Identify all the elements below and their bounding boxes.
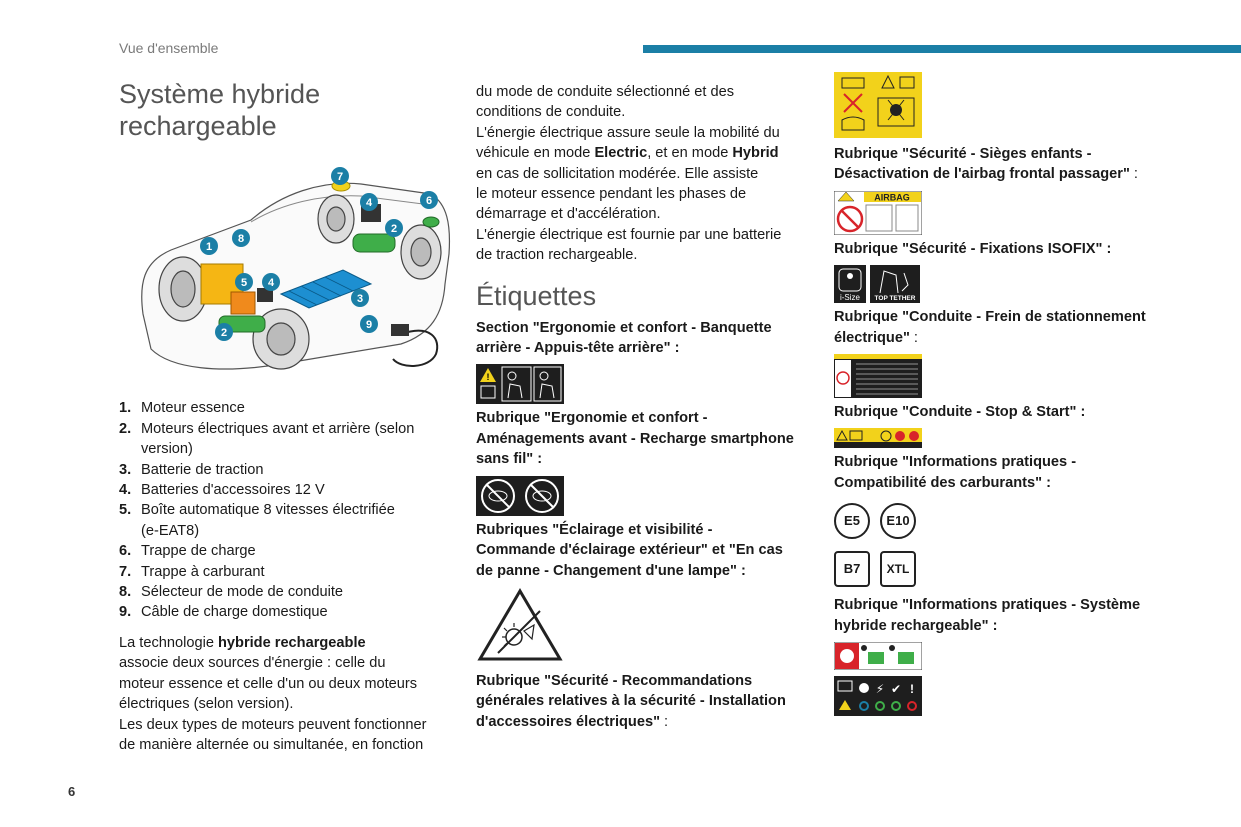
parts-list <box>119 398 449 622</box>
parts-list-item: 1. Moteur essence <box>119 400 245 417</box>
column-left <box>119 78 449 755</box>
svg-text:✔: ✔ <box>890 682 902 697</box>
parts-list-item: 9. Câble de charge domestique <box>119 604 328 621</box>
label-heading-headrest: Section "Ergonomie et confort - Banquette arrière - Appuis-tête arrière" : <box>476 319 772 357</box>
top-tether-label-icon <box>870 265 920 303</box>
svg-text:9: 9 <box>365 319 373 331</box>
parts-list-item: (e-EAT8) <box>141 522 200 539</box>
parts-list-item: 6. Trappe de charge <box>119 543 256 560</box>
energy-paragraph: du mode de conduite sélectionné et des conditions de conduite. L'énergie électrique assure seule la mobilité du véhicule en mode Electric, et en mode Hybrid en cas de sollicitation modérée. Elle assiste le moteur essence pendant les phases de démarrage et d'accélération. L'énergie électrique est fournie par une batterie de traction rechargeable. <box>476 84 782 264</box>
svg-text:2: 2 <box>220 327 228 339</box>
label-heading-isofix: Rubrique "Sécurité - Fixations ISOFIX" : <box>834 240 1112 257</box>
label-heading-wireless-charging: Rubrique "Ergonomie et confort - Aménagements avant - Recharge smartphone sans fil" : <box>476 410 794 468</box>
svg-text:8: 8 <box>237 233 245 245</box>
isize-label-icon <box>834 265 866 303</box>
lamp-warning-label-icon <box>476 587 564 667</box>
label-heading-fuel-compatibility: Rubrique "Informations pratiques - Compatibilité des carburants" : <box>834 454 1077 491</box>
svg-text:5: 5 <box>240 277 248 289</box>
fuel-b7-badge: B7 <box>834 551 870 587</box>
header-accent-bar <box>643 45 1241 53</box>
label-heading-airbag-deactivation: Rubrique "Sécurité - Sièges enfants - Désactivation de l'airbag frontal passager" : <box>834 146 1138 183</box>
hybrid-safety-label-icon <box>834 642 922 670</box>
parking-brake-label-icon <box>834 354 922 398</box>
page-number: 6 <box>68 784 76 799</box>
svg-text:4: 4 <box>267 277 275 289</box>
airbag-label-icon <box>834 191 922 235</box>
header-section-label: Vue d'ensemble <box>119 40 219 56</box>
column-right <box>834 72 1174 720</box>
labels-subtitle: Étiquettes <box>476 280 597 311</box>
column-middle <box>476 82 816 732</box>
isize-label-text: i-Size <box>839 293 861 303</box>
label-heading-lighting: Rubriques "Éclairage et visibilité - Commande d'éclairage extérieur" et "En cas de panne - Changement d'une lampe" : <box>476 521 783 579</box>
svg-text:7: 7 <box>336 171 344 183</box>
svg-text:3: 3 <box>356 293 364 305</box>
parts-list-item: 4. Batteries d'accessoires 12 V <box>119 482 325 499</box>
label-heading-electrical-accessories: Rubrique "Sécurité - Recommandations générales relatives à la sécurité - Installation d'accessoires électriques" : <box>476 672 786 730</box>
label-heading-stop-start: Rubrique "Conduite - Stop & Start" : <box>834 404 1086 421</box>
stop-start-label-icon <box>834 428 922 448</box>
title-line-1: Système hybride <box>119 79 321 109</box>
fuel-xtl-badge: XTL <box>880 551 916 587</box>
svg-text:1: 1 <box>205 241 213 253</box>
svg-text:⚡: ⚡ <box>875 682 885 697</box>
svg-text:6: 6 <box>425 195 433 207</box>
parts-list-item: 7. Trappe à carburant <box>119 563 265 580</box>
fuel-e10-badge: E10 <box>880 503 916 539</box>
label-heading-parking-brake: Rubrique "Conduite - Frein de stationnement électrique" : <box>834 309 1146 346</box>
svg-text:4: 4 <box>365 197 373 209</box>
hybrid-system-diagram <box>131 164 451 379</box>
headrest-label-icon <box>476 364 564 404</box>
svg-text:2: 2 <box>390 223 398 235</box>
label-heading-hybrid-system: Rubrique "Informations pratiques - Système hybride rechargeable" : <box>834 597 1141 634</box>
hybrid-status-label-icon <box>834 676 922 716</box>
parts-list-item: 2. Moteurs électriques avant et arrière (selon <box>119 420 415 437</box>
wireless-charging-label-icon <box>476 476 564 516</box>
parts-list-item: 5. Boîte automatique 8 vitesses électrifiée <box>119 502 395 519</box>
intro-paragraph: La technologie hybride rechargeable associe deux sources d'énergie : celle du moteur essence et celle d'un ou deux moteurs électriques (selon version). Les deux types de moteurs peuvent fonctionner de manière alternée ou simultanée, en fonction <box>119 634 427 753</box>
fuel-e5-badge: E5 <box>834 503 870 539</box>
electrical-accessories-label-icon <box>834 72 922 138</box>
svg-text:!: ! <box>486 372 490 383</box>
title-line-2: rechargeable <box>119 111 277 141</box>
top-tether-label-text: TOP TETHER <box>874 295 916 303</box>
parts-list-item: 8. Sélecteur de mode de conduite <box>119 584 344 601</box>
svg-text:!: ! <box>910 682 914 697</box>
parts-list-item: version) <box>141 441 193 458</box>
airbag-label-text: AIRBAG <box>874 192 910 203</box>
page-title <box>119 78 449 142</box>
parts-list-item: 3. Batterie de traction <box>119 461 264 478</box>
